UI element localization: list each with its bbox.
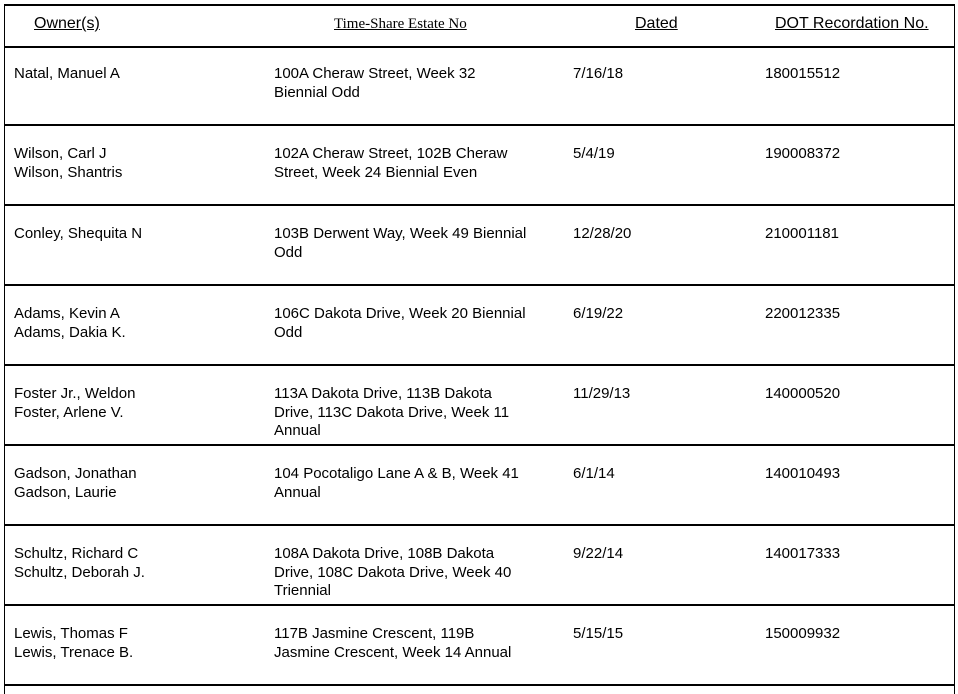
estate-cell-line: 102A Cheraw Street, 102B Cheraw bbox=[274, 145, 508, 162]
owner-cell-line: Foster Jr., Weldon bbox=[14, 385, 136, 402]
owner-cell-line: Gadson, Jonathan bbox=[14, 465, 137, 482]
dot-recordation-cell: 190008372 bbox=[765, 145, 841, 162]
estate-cell-line: Triennial bbox=[274, 582, 331, 599]
estate-cell-line: 104 Pocotaligo Lane A & B, Week 41 bbox=[274, 465, 519, 482]
owner-cell-line: Foster, Arlene V. bbox=[14, 403, 124, 421]
table-row bbox=[5, 46, 954, 126]
table-row bbox=[5, 446, 954, 526]
dated-cell: 7/16/18 bbox=[573, 65, 624, 82]
estate-cell-line: Biennial Odd bbox=[274, 83, 360, 101]
owner-cell bbox=[14, 305, 254, 342]
header-owners: Owner(s) bbox=[34, 15, 100, 32]
owner-cell bbox=[14, 145, 254, 182]
owner-cell-line: Adams, Kevin A bbox=[14, 305, 120, 322]
table-row bbox=[5, 526, 954, 606]
owner-cell-line: Schultz, Deborah J. bbox=[14, 563, 145, 581]
estate-cell bbox=[274, 465, 554, 502]
owner-cell-line: Wilson, Shantris bbox=[14, 163, 123, 181]
owner-cell-line: Adams, Dakia K. bbox=[14, 323, 126, 341]
owner-cell bbox=[14, 65, 254, 84]
estate-cell-line: 108A Dakota Drive, 108B Dakota bbox=[274, 545, 495, 562]
dot-recordation-cell: 140010493 bbox=[765, 465, 841, 482]
owner-cell bbox=[14, 385, 254, 422]
dated-cell: 11/29/13 bbox=[573, 385, 631, 402]
estate-cell-line: Odd bbox=[274, 243, 303, 261]
estate-cell bbox=[274, 65, 554, 102]
estate-cell-line: Street, Week 24 Biennial Even bbox=[274, 163, 478, 181]
header-dated: Dated bbox=[635, 15, 678, 32]
owner-cell-line: Gadson, Laurie bbox=[14, 483, 117, 501]
dated-cell: 6/19/22 bbox=[573, 305, 624, 322]
owner-cell bbox=[14, 465, 254, 502]
estate-cell-line: Drive, 113C Dakota Drive, Week 11 bbox=[274, 403, 510, 421]
estate-cell-line: 103B Derwent Way, Week 49 Biennial bbox=[274, 225, 527, 242]
estate-cell-line: Odd bbox=[274, 323, 303, 341]
estate-cell bbox=[274, 145, 554, 182]
estate-cell bbox=[274, 545, 554, 601]
estate-cell bbox=[274, 625, 554, 662]
estate-cell-line: Jasmine Crescent, Week 14 Annual bbox=[274, 643, 512, 661]
estate-cell-line: Drive, 108C Dakota Drive, Week 40 bbox=[274, 563, 512, 581]
estate-cell-line: Annual bbox=[274, 422, 321, 439]
estate-cell bbox=[274, 305, 554, 342]
table-header bbox=[5, 6, 954, 48]
dated-cell: 5/15/15 bbox=[573, 625, 624, 642]
owner-cell-line: Lewis, Trenace B. bbox=[14, 643, 134, 661]
dot-recordation-cell: 210001181 bbox=[765, 225, 839, 242]
owner-cell-line: Conley, Shequita N bbox=[14, 225, 143, 242]
estate-cell-line: 106C Dakota Drive, Week 20 Biennial bbox=[274, 305, 526, 322]
estate-cell bbox=[274, 385, 554, 441]
owner-cell bbox=[14, 545, 254, 582]
header-estate: Time-Share Estate No bbox=[334, 16, 467, 32]
dot-recordation-cell: 220012335 bbox=[765, 305, 841, 322]
dated-cell: 6/1/14 bbox=[573, 465, 615, 482]
estate-cell-line: 113A Dakota Drive, 113B Dakota bbox=[274, 385, 492, 402]
estate-cell-line: Annual bbox=[274, 483, 321, 501]
table-row bbox=[5, 286, 954, 366]
dot-recordation-cell: 180015512 bbox=[765, 65, 841, 82]
estate-cell-line: 100A Cheraw Street, Week 32 bbox=[274, 65, 476, 82]
table-row bbox=[5, 206, 954, 286]
dot-recordation-cell: 150009932 bbox=[765, 625, 841, 642]
estate-cell bbox=[274, 225, 554, 262]
owner-cell-line: Schultz, Richard C bbox=[14, 545, 139, 562]
dot-recordation-cell: 140017333 bbox=[765, 545, 841, 562]
owner-cell-line: Wilson, Carl J bbox=[14, 145, 107, 162]
timeshare-table bbox=[4, 4, 955, 694]
dated-cell: 9/22/14 bbox=[573, 545, 624, 562]
estate-cell-line: 117B Jasmine Crescent, 119B bbox=[274, 625, 475, 642]
table-row bbox=[5, 366, 954, 446]
dated-cell: 12/28/20 bbox=[573, 225, 632, 242]
owner-cell bbox=[14, 225, 254, 244]
table-row bbox=[5, 606, 954, 686]
owner-cell-line: Natal, Manuel A bbox=[14, 65, 120, 82]
table-row bbox=[5, 126, 954, 206]
header-dot-recordation: DOT Recordation No. bbox=[775, 15, 929, 32]
dot-recordation-cell: 140000520 bbox=[765, 385, 841, 402]
owner-cell bbox=[14, 625, 254, 662]
owner-cell-line: Lewis, Thomas F bbox=[14, 625, 128, 642]
dated-cell: 5/4/19 bbox=[573, 145, 615, 162]
